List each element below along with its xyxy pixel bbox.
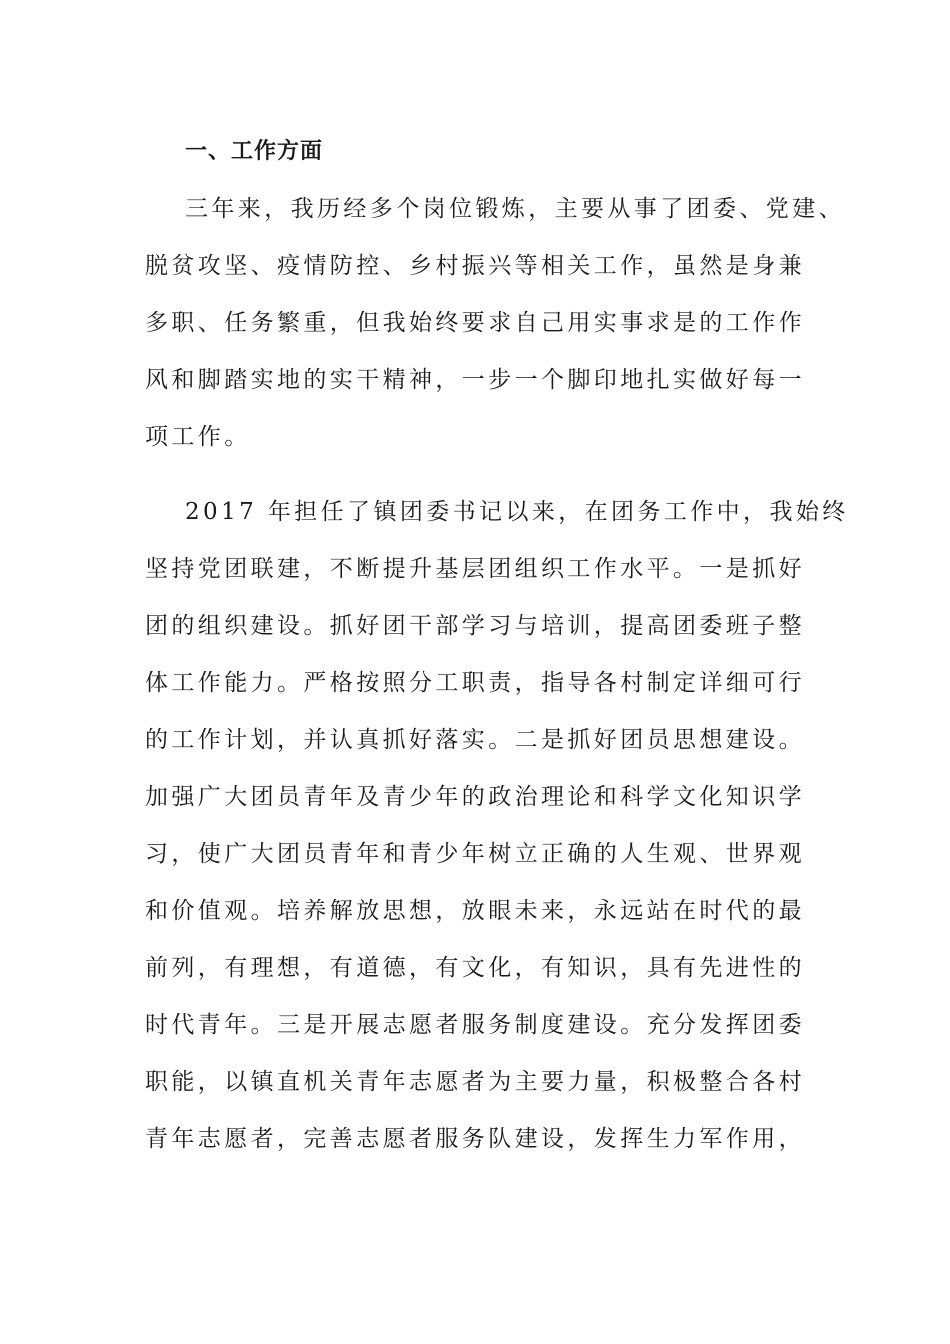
paragraph-2-line-11: 职能，以镇直机关青年志愿者为主要力量，积极整合各村 [145, 1069, 805, 1095]
paragraph-2-line-3: 团的组织建设。抓好团干部学习与培训，提高团委班子整 [145, 613, 805, 639]
paragraph-2-line-12: 青年志愿者，完善志愿者服务队建设，发挥生力军作用， [145, 1126, 805, 1152]
paragraph-2-line-9: 前列，有理想，有道德，有文化，有知识，具有先进性的 [145, 955, 805, 981]
paragraph-2-line-6: 加强广大团员青年及青少年的政治理论和科学文化知识学 [145, 784, 805, 810]
paragraph-1-line-5: 项工作。 [145, 424, 251, 450]
paragraph-2-line-8: 和价值观。培养解放思想，放眼未来，永远站在时代的最 [145, 898, 805, 924]
paragraph-1-line-3: 多职、任务繁重，但我始终要求自己用实事求是的工作作 [145, 310, 805, 336]
paragraph-1-line-4: 风和脚踏实地的实干精神，一步一个脚印地扎实做好每一 [145, 367, 805, 393]
section-heading: 一、工作方面 [185, 139, 324, 164]
paragraph-2-line-4: 体工作能力。严格按照分工职责，指导各村制定详细可行 [145, 670, 805, 696]
paragraph-1-line-1: 三年来，我历经多个岗位锻炼，主要从事了团委、党建、 [185, 196, 845, 222]
paragraph-2-line-7: 习，使广大团员青年和青少年树立正确的人生观、世界观 [145, 841, 805, 867]
paragraph-2-line-1: 2017 年担任了镇团委书记以来，在团务工作中，我始终 [185, 499, 849, 525]
paragraph-1-line-2: 脱贫攻坚、疫情防控、乡村振兴等相关工作，虽然是身兼 [145, 253, 805, 279]
paragraph-2-line-5: 的工作计划，并认真抓好落实。二是抓好团员思想建设。 [145, 727, 805, 753]
paragraph-2-line-2: 坚持党团联建，不断提升基层团组织工作水平。一是抓好 [145, 556, 805, 582]
paragraph-2-line-10: 时代青年。三是开展志愿者服务制度建设。充分发挥团委 [145, 1012, 805, 1038]
